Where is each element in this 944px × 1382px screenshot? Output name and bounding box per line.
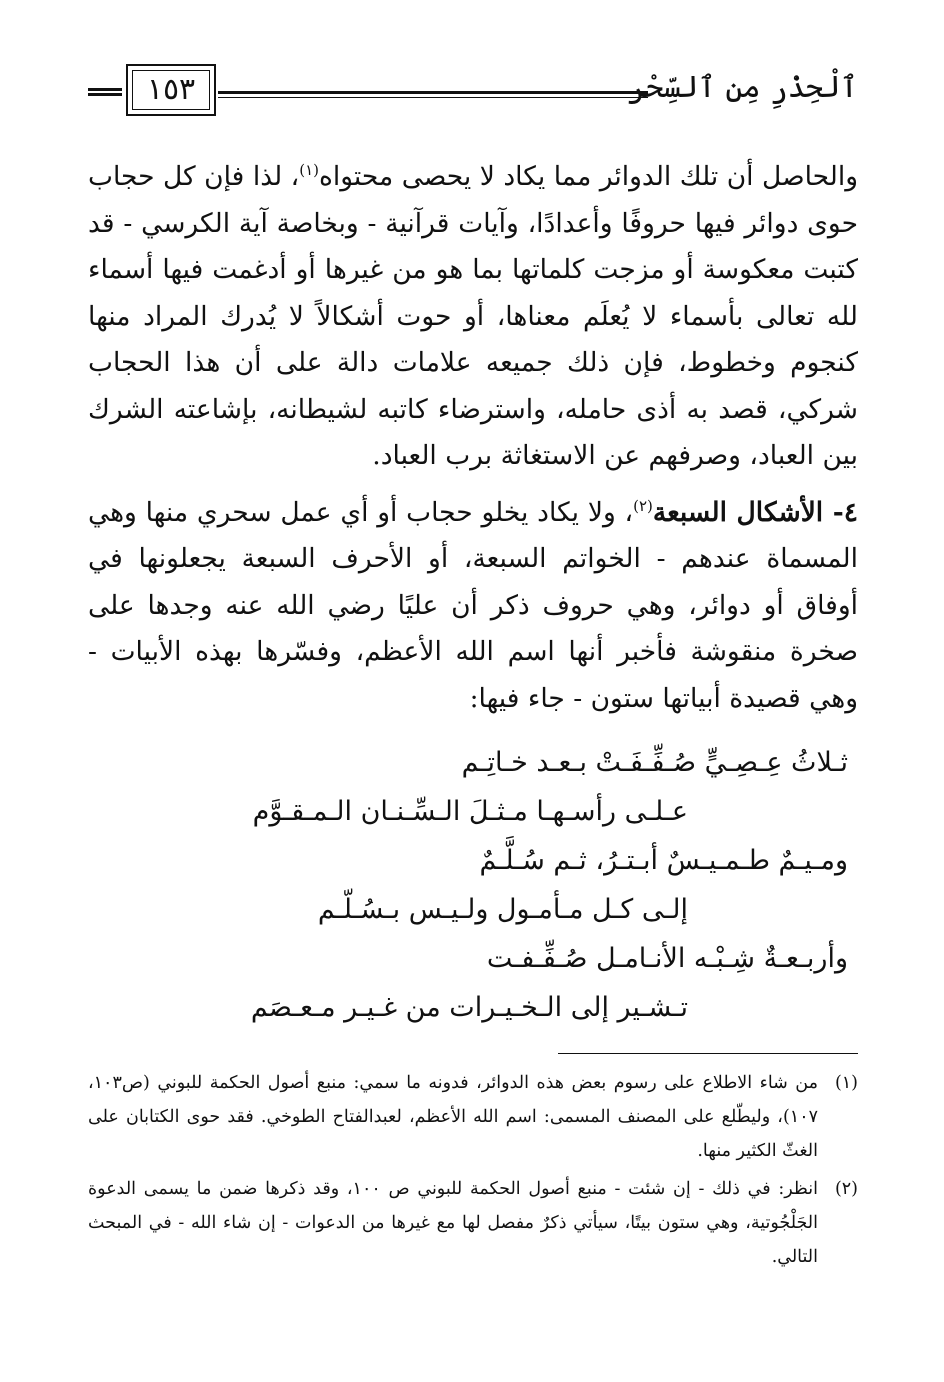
book-title: ٱلْحِذْرِ مِن ٱلسِّحْر xyxy=(627,70,858,105)
footnote-ref-1: (١) xyxy=(299,161,319,180)
footnote xyxy=(88,1066,858,1168)
verse-line: ومـيـمٌ طـمـيـسٌ أبـتـرُ، ثـم سُـلَّـمٌ xyxy=(479,845,848,876)
poem-verses xyxy=(88,738,858,1032)
footnotes xyxy=(88,1066,858,1278)
paragraph-1-rest: ، لذا فإن كل حجاب حوى دوائر فيها حروفًا وأعدادًا، وآيات قرآنية - وبخاصة آية الكرسي - قد كتبت معكوسة أو مزجت كلماتها بما هو من غيرها أو أدغمت فيها أسماء لله تعالى بأسماء لا يُعلَم معناها، أو حوت أشكالاً لا يُدرك المراد منها كنجوم وخطوط، فإن ذلك جميعه علامات دالة على أن هذا الحجاب شركي، قصد به أذى حامله، واسترضاء كاتبه لشيطانه، بإشاعته الشرك بين العباد، وصرفهم عن الاستغاثة برب العباد. xyxy=(88,161,858,471)
paragraph-1 xyxy=(88,154,858,480)
verse-line: وأربـعـةٌ شِـبْـه الأنـامـل صُـفِّـفـت xyxy=(486,943,848,974)
running-header xyxy=(88,58,858,128)
verse-line: تـشـير إلى الـخـيـرات من غـيـر مـعـصَم xyxy=(250,992,688,1023)
paragraph-2-rest: ، ولا يكاد يخلو حجاب أو أي عمل سحري منها وهي المسماة عندهم - الخواتم السبعة، أو الأحرف السبعة يجعلونها في أوفاق أو دوائر، وهي حروف ذكر أن عليًا رضي الله عنه وجدها على صخرة منقوشة فأخبر أنها اسم الله الأعظم، وفسّرها بهذه الأبيات - وهي قصيدة أبياتها ستون - جاء فيها: xyxy=(88,496,858,714)
verse-line: ثـلاثُ عِـصِـيٍّ صُـفِّـفَـتْ بـعـد خـاتِـم xyxy=(461,747,848,778)
header-rule xyxy=(218,91,648,94)
footnote-separator xyxy=(558,1053,858,1054)
page-number-frame xyxy=(126,64,216,116)
verse-line: إلـى كـل مـأمـول ولـيـس بـسُـلّـم xyxy=(317,894,688,925)
footnote-ref-2: (٢) xyxy=(633,496,653,515)
paragraph-1-text: والحاصل أن تلك الدوائر مما يكاد لا يحصى محتواه xyxy=(319,161,858,192)
page-number: ١٥٣ xyxy=(146,72,196,107)
verse-line: عـلـى رأسـهـا مـثـلَ الـسِّـنـان الـمـقـوَّم xyxy=(252,796,688,827)
main-text xyxy=(88,154,858,722)
paragraph-2 xyxy=(88,490,858,723)
header-rule-short xyxy=(88,88,122,96)
footnote-number: (٢) xyxy=(834,1179,858,1199)
footnote-text: من شاء الاطلاع على رسوم بعض هذه الدوائر، فدونه ما سمي: منبع أصول الحكمة للبوني (ص١٠٣، ١٠٧)، وليطّلع على المصنف المسمى: اسم الله الأعظم، لعبدالفتاح الطوخي. فقد حوى الكتابان على الغثّ الكثير منها. xyxy=(88,1073,818,1161)
footnote-text: انظر: في ذلك - إن شئت - منبع أصول الحكمة للبوني ص ١٠٠، وقد ذكرها ضمن ما يسمى الدعوة الجَلْجُوتية، وهي ستون بيتًا، سيأتي ذكرٌ مفصل لها مع غيرها من الدعوات - إن شاء الله - في المبحث التالي. xyxy=(88,1179,818,1267)
section-heading-seven-shapes: ٤- الأشكال السبعة xyxy=(652,496,858,528)
footnote-number: (١) xyxy=(834,1073,858,1093)
footnote xyxy=(88,1172,858,1274)
